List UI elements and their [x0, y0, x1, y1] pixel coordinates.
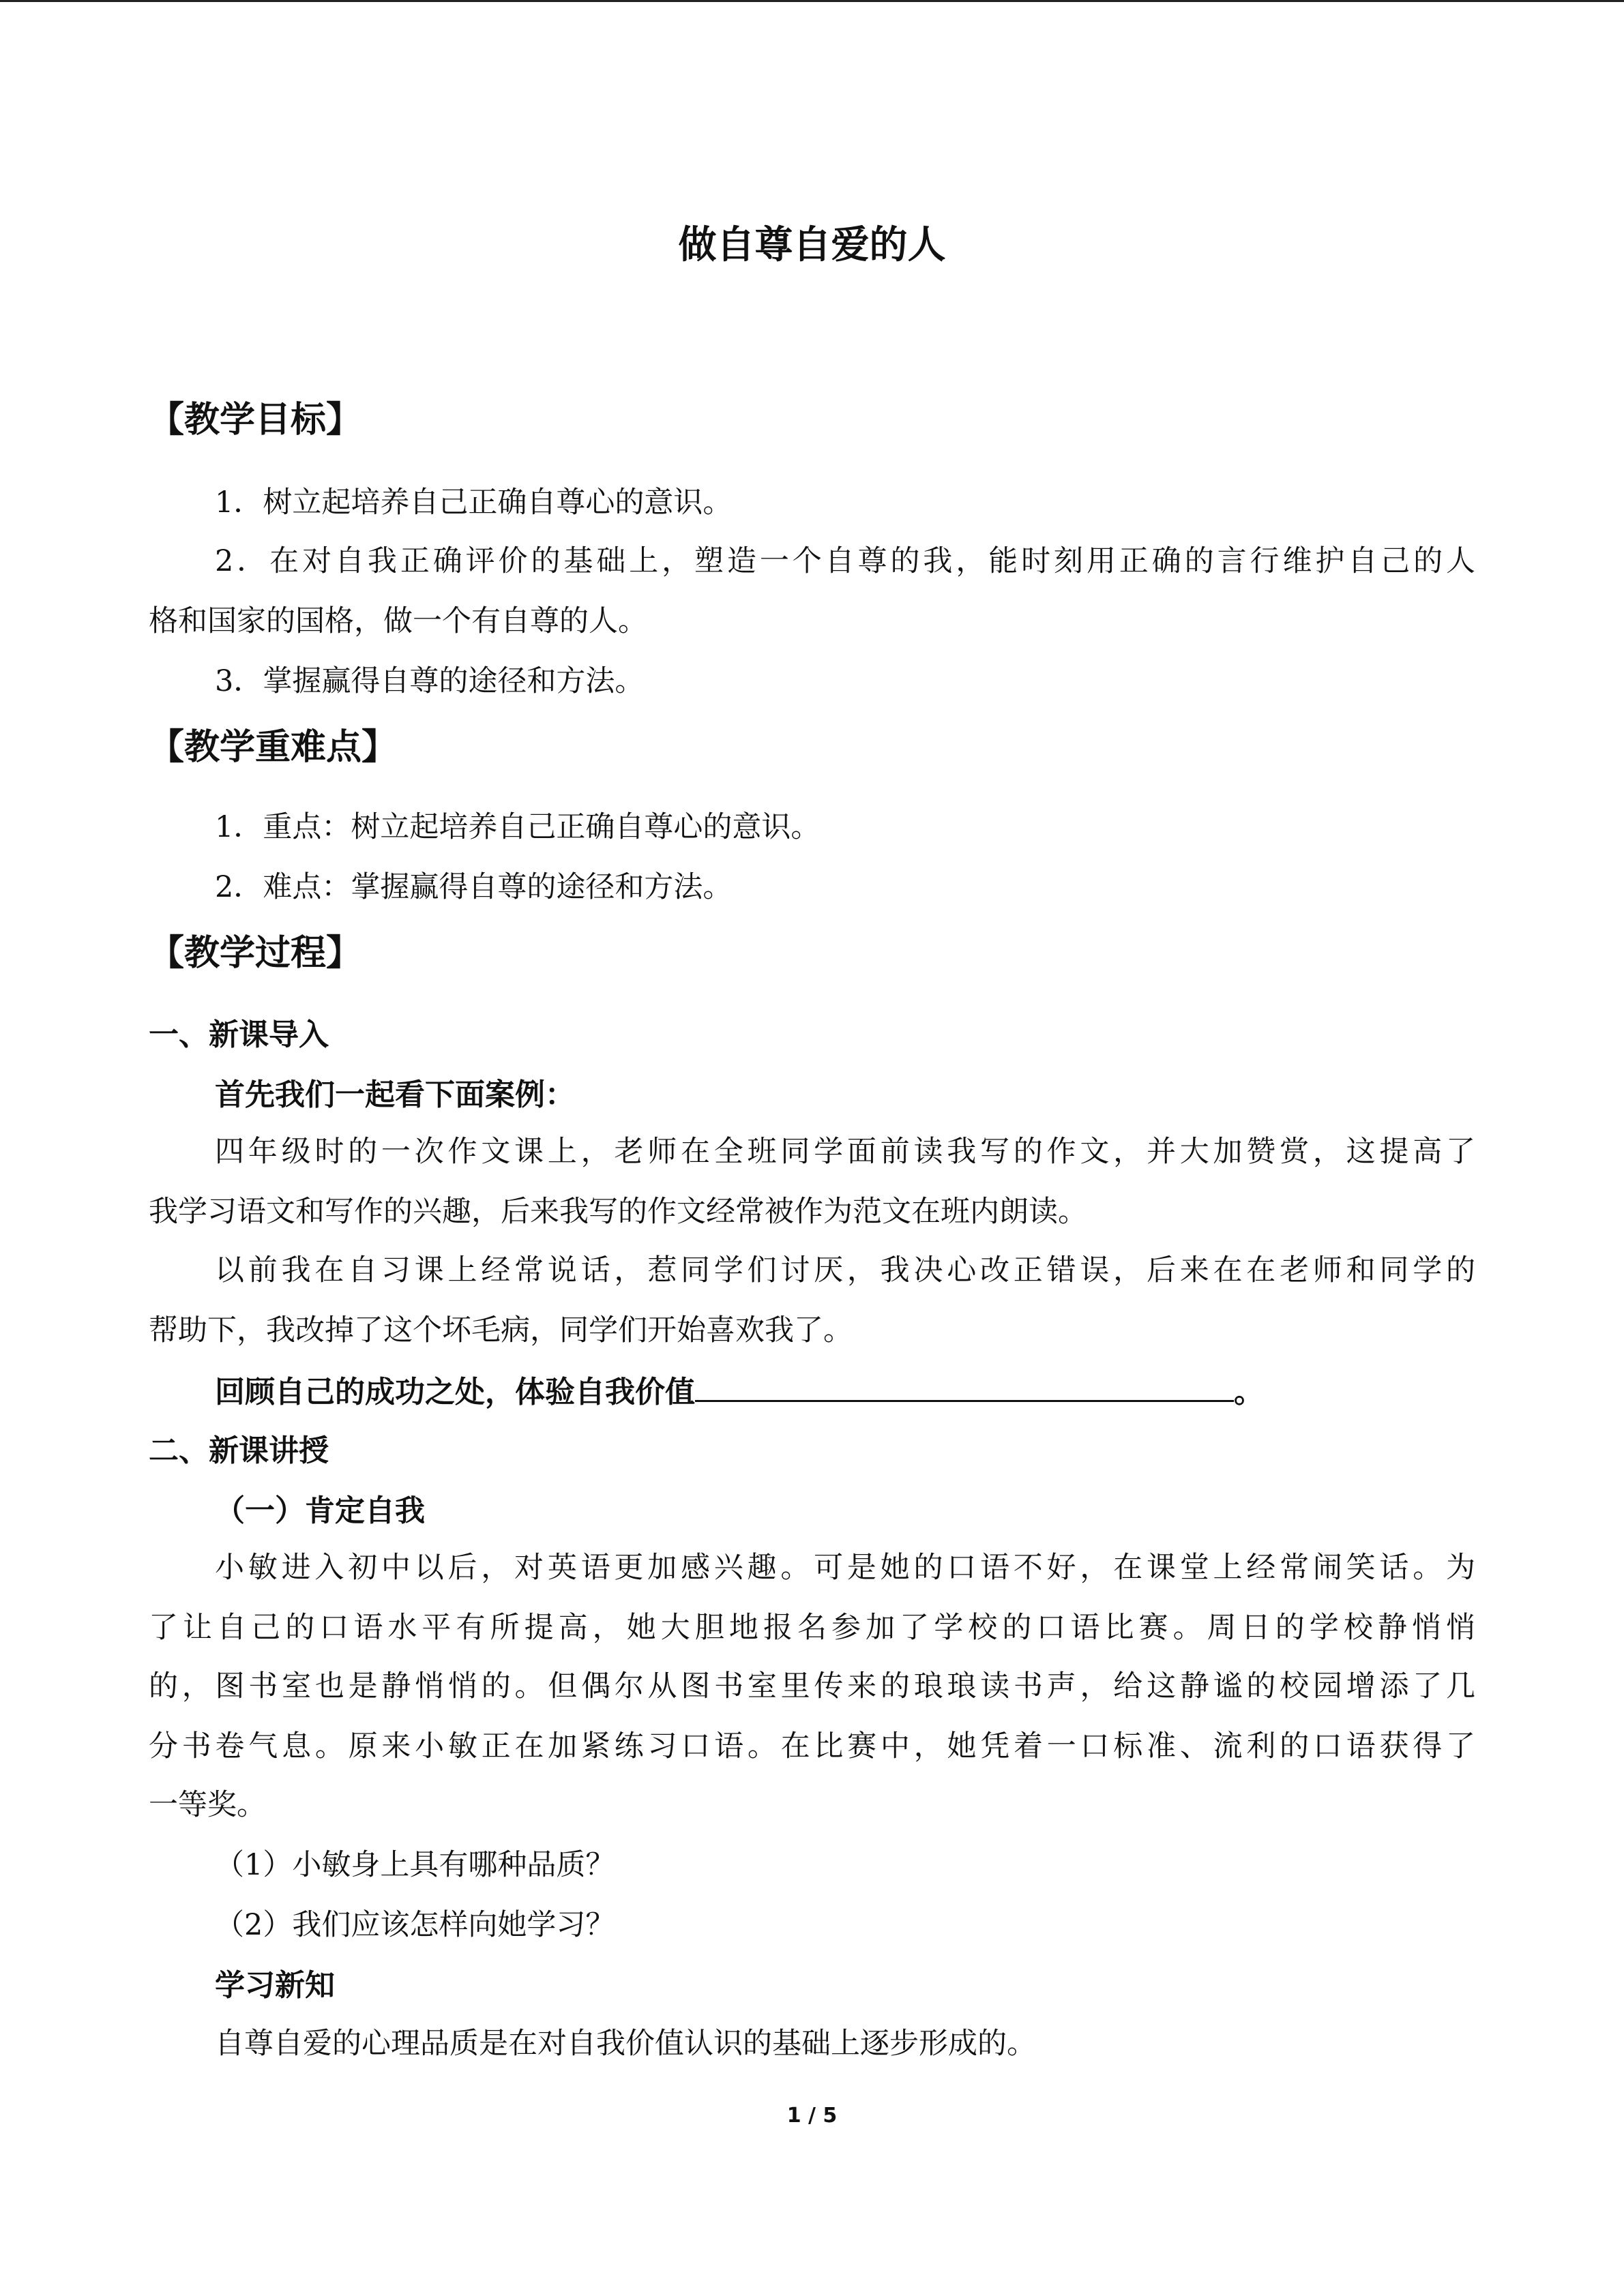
case1-line-2: 我学习语文和写作的兴趣，后来我写的作文经常被作为范文在班内朗读。: [149, 1195, 1087, 1229]
key-point-item-2: 2．难点：掌握赢得自尊的途径和方法。: [215, 870, 733, 904]
story-line-5: 一等奖。: [149, 1788, 266, 1822]
goal-item-3: 3．掌握赢得自尊的途径和方法。: [215, 664, 645, 698]
section-heading-key-points: 【教学重难点】: [149, 727, 398, 768]
question-2: （2）我们应该怎样向她学习？: [215, 1908, 615, 1942]
reflection-prompt-end: 。: [1234, 1375, 1264, 1410]
key-point-item-1: 1．重点：树立起培养自己正确自尊心的意识。: [215, 810, 821, 844]
section-heading-goals: 【教学目标】: [149, 400, 362, 441]
part1-heading: 一、新课导入: [149, 1017, 329, 1052]
goal-item-2-line-2: 格和国家的国格，做一个有自尊的人。: [149, 604, 647, 638]
fill-in-blank: [695, 1369, 1234, 1402]
story-line-1: 小敏进入初中以后，对英语更加感兴趣。可是她的口语不好，在课堂上经常闹笑话。为: [215, 1551, 1475, 1585]
reflection-prompt: [215, 1367, 1264, 1411]
learn-text: 自尊自爱的心理品质是在对自我价值认识的基础上逐步形成的。: [215, 2027, 1036, 2061]
story-line-2: 了让自己的口语水平有所提高，她大胆地报名参加了学校的口语比赛。周日的学校静悄悄: [149, 1611, 1475, 1645]
part2-subheading: （一）肯定自我: [215, 1493, 425, 1528]
part2-heading: 二、新课讲授: [149, 1433, 329, 1468]
section-heading-process: 【教学过程】: [149, 933, 362, 974]
story-line-3: 的，图书室也是静悄悄的。但偶尔从图书室里传来的琅琅读书声，给这静谧的校园增添了几: [149, 1669, 1475, 1703]
part1-lead: 首先我们一起看下面案例：: [215, 1077, 575, 1112]
page-number: 1 / 5: [786, 2104, 838, 2128]
goal-item-1: 1．树立起培养自己正确自尊心的意识。: [215, 486, 733, 520]
case2-line-2: 帮助下，我改掉了这个坏毛病，同学们开始喜欢我了。: [149, 1313, 853, 1347]
learn-heading: 学习新知: [215, 1968, 335, 2003]
story-line-4: 分书卷气息。原来小敏正在加紧练习口语。在比赛中，她凭着一口标准、流利的口语获得了: [149, 1729, 1475, 1763]
goal-item-2-line-1: 2．在对自我正确评价的基础上，塑造一个自尊的我，能时刻用正确的言行维护自己的人: [215, 544, 1475, 578]
question-1: （1）小敏身上具有哪种品质？: [215, 1848, 615, 1882]
reflection-prompt-text: 回顾自己的成功之处，体验自我价值: [215, 1375, 695, 1410]
case2-line-1: 以前我在自习课上经常说话，惹同学们讨厌，我决心改正错误，后来在在老师和同学的: [215, 1253, 1475, 1287]
page-title: 做自尊自爱的人: [678, 223, 946, 267]
case1-line-1: 四年级时的一次作文课上，老师在全班同学面前读我写的作文，并大加赞赏，这提高了: [215, 1135, 1475, 1169]
